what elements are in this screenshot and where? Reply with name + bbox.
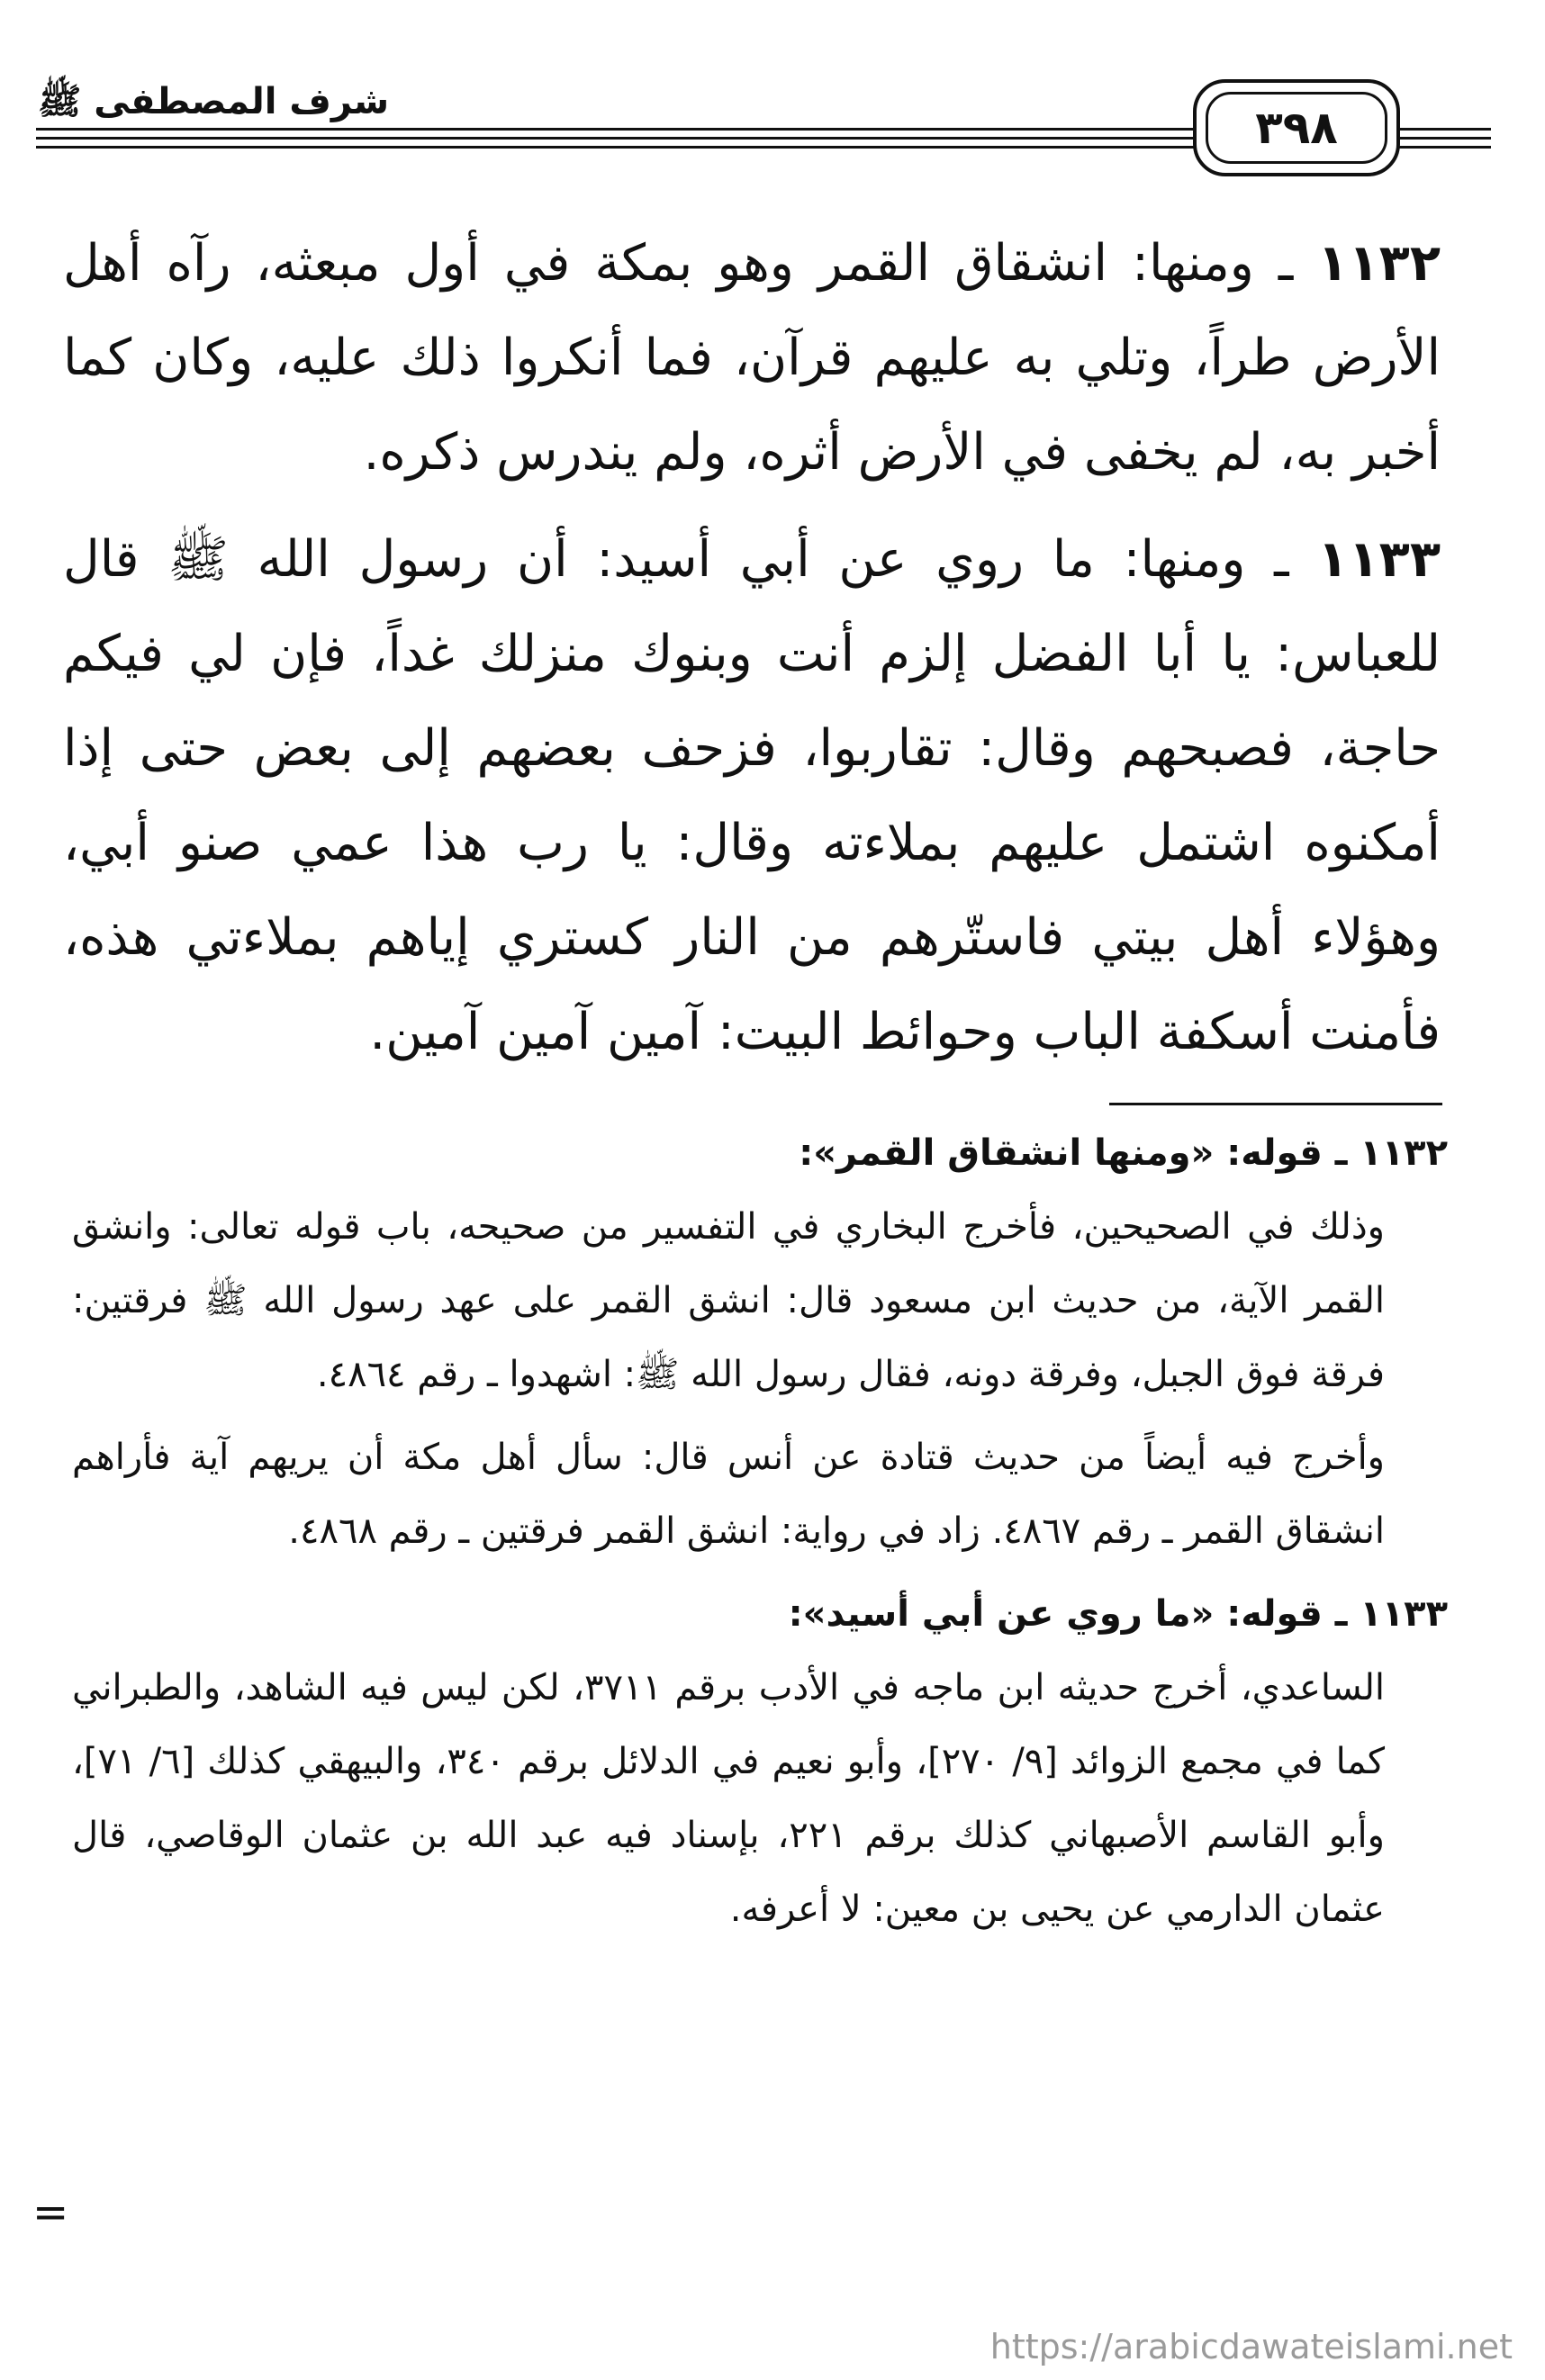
running-title: شرف المصطفى ﷺ — [38, 81, 390, 122]
page-number: ٣٩٨ — [1206, 92, 1387, 164]
footnote-text: وأخرج فيه أيضاً من حديث قتادة عن أنس قال: سأل أهل مكة أن يريهم آية فأراهم انشقاق القمر ـ رقم ٤٨٦٧. زاد في رواية: انشق القمر فرقتين ـ رقم ٤٨٦٨. — [72, 1437, 1385, 1552]
footnote-heading-1133: ١١٣٣ ـ قوله: «ما روي عن أبي أسيد»: — [788, 1593, 1448, 1635]
paragraph-number: ١١٣٢ — [1317, 234, 1441, 293]
footnote-separator — [1109, 1103, 1442, 1105]
footnote-text: الساعدي، أخرج حديثه ابن ماجه في الأدب برقم ٣٧١١، لكن ليس فيه الشاهد، والطبراني كما في مجمع الزوائد [٩/ ٢٧٠]، وأبو نعيم في الدلائل برقم ٣٤٠، والبيهقي كذلك [٦/ ٧١]، وأبو القاسم الأصبهاني كذلك برقم ٢٢١، بإسناد فيه عبد الله بن عثمان الوقاصي، قال عثمان الدارمي عن يحيى بن معين: لا أعرفه. — [72, 1667, 1385, 1930]
paragraph-number: ١١٣٣ — [1317, 530, 1441, 589]
paragraph-1132 — [63, 216, 1441, 500]
paragraph-text: ـ ومنها: انشقاق القمر وهو بمكة في أول مبعثه، رآه أهل الأرض طراً، وتلي به عليهم قرآن، فما أنكروا ذلك عليه، وكان كما أخبر به، لم يخفى في الأرض أثره، ولم يندرس ذكره. — [63, 234, 1441, 482]
footnote-text: وذلك في الصحيحين، فأخرج البخاري في التفسير من صحيحه، باب قوله تعالى: وانشق القمر الآية، من حديث ابن مسعود قال: انشق القمر على عهد رسول الله ﷺ فرقتين: فرقة فوق الجبل، وفرقة دونه، فقال رسول الله ﷺ: اشهدوا ـ رقم ٤٨٦٤. — [72, 1206, 1385, 1395]
paragraph-1133 — [63, 512, 1441, 1079]
paragraph-text: ـ ومنها: ما روي عن أبي أسيد: أن رسول الله ﷺ قال للعباس: يا أبا الفضل إلزم أنت وبنوك منزلك غداً، فإن لي فيكم حاجة، فصبحهم وقال: تقاربوا، فزحف بعضهم إلى بعض حتى إذا أمكنوه اشتمل عليهم بملاءته وقال: يا رب هذا عمي صنو أبي، وهؤلاء أهل بيتي فاستّرهم من النار كستري إياهم بملاءتي هذه، فأمنت أسكفة الباب وحوائط البيت: آمين آمين آمين. — [63, 530, 1441, 1061]
footnotes — [72, 1116, 1448, 1955]
page-number-frame — [1193, 79, 1400, 176]
footnote-heading-1132: ١١٣٢ ـ قوله: «ومنها انشقاق القمر»: — [799, 1132, 1448, 1174]
continuation-mark: = — [32, 2187, 69, 2238]
watermark-url: https://arabicdawateislami.net — [989, 2327, 1513, 2366]
main-text — [63, 216, 1441, 1092]
